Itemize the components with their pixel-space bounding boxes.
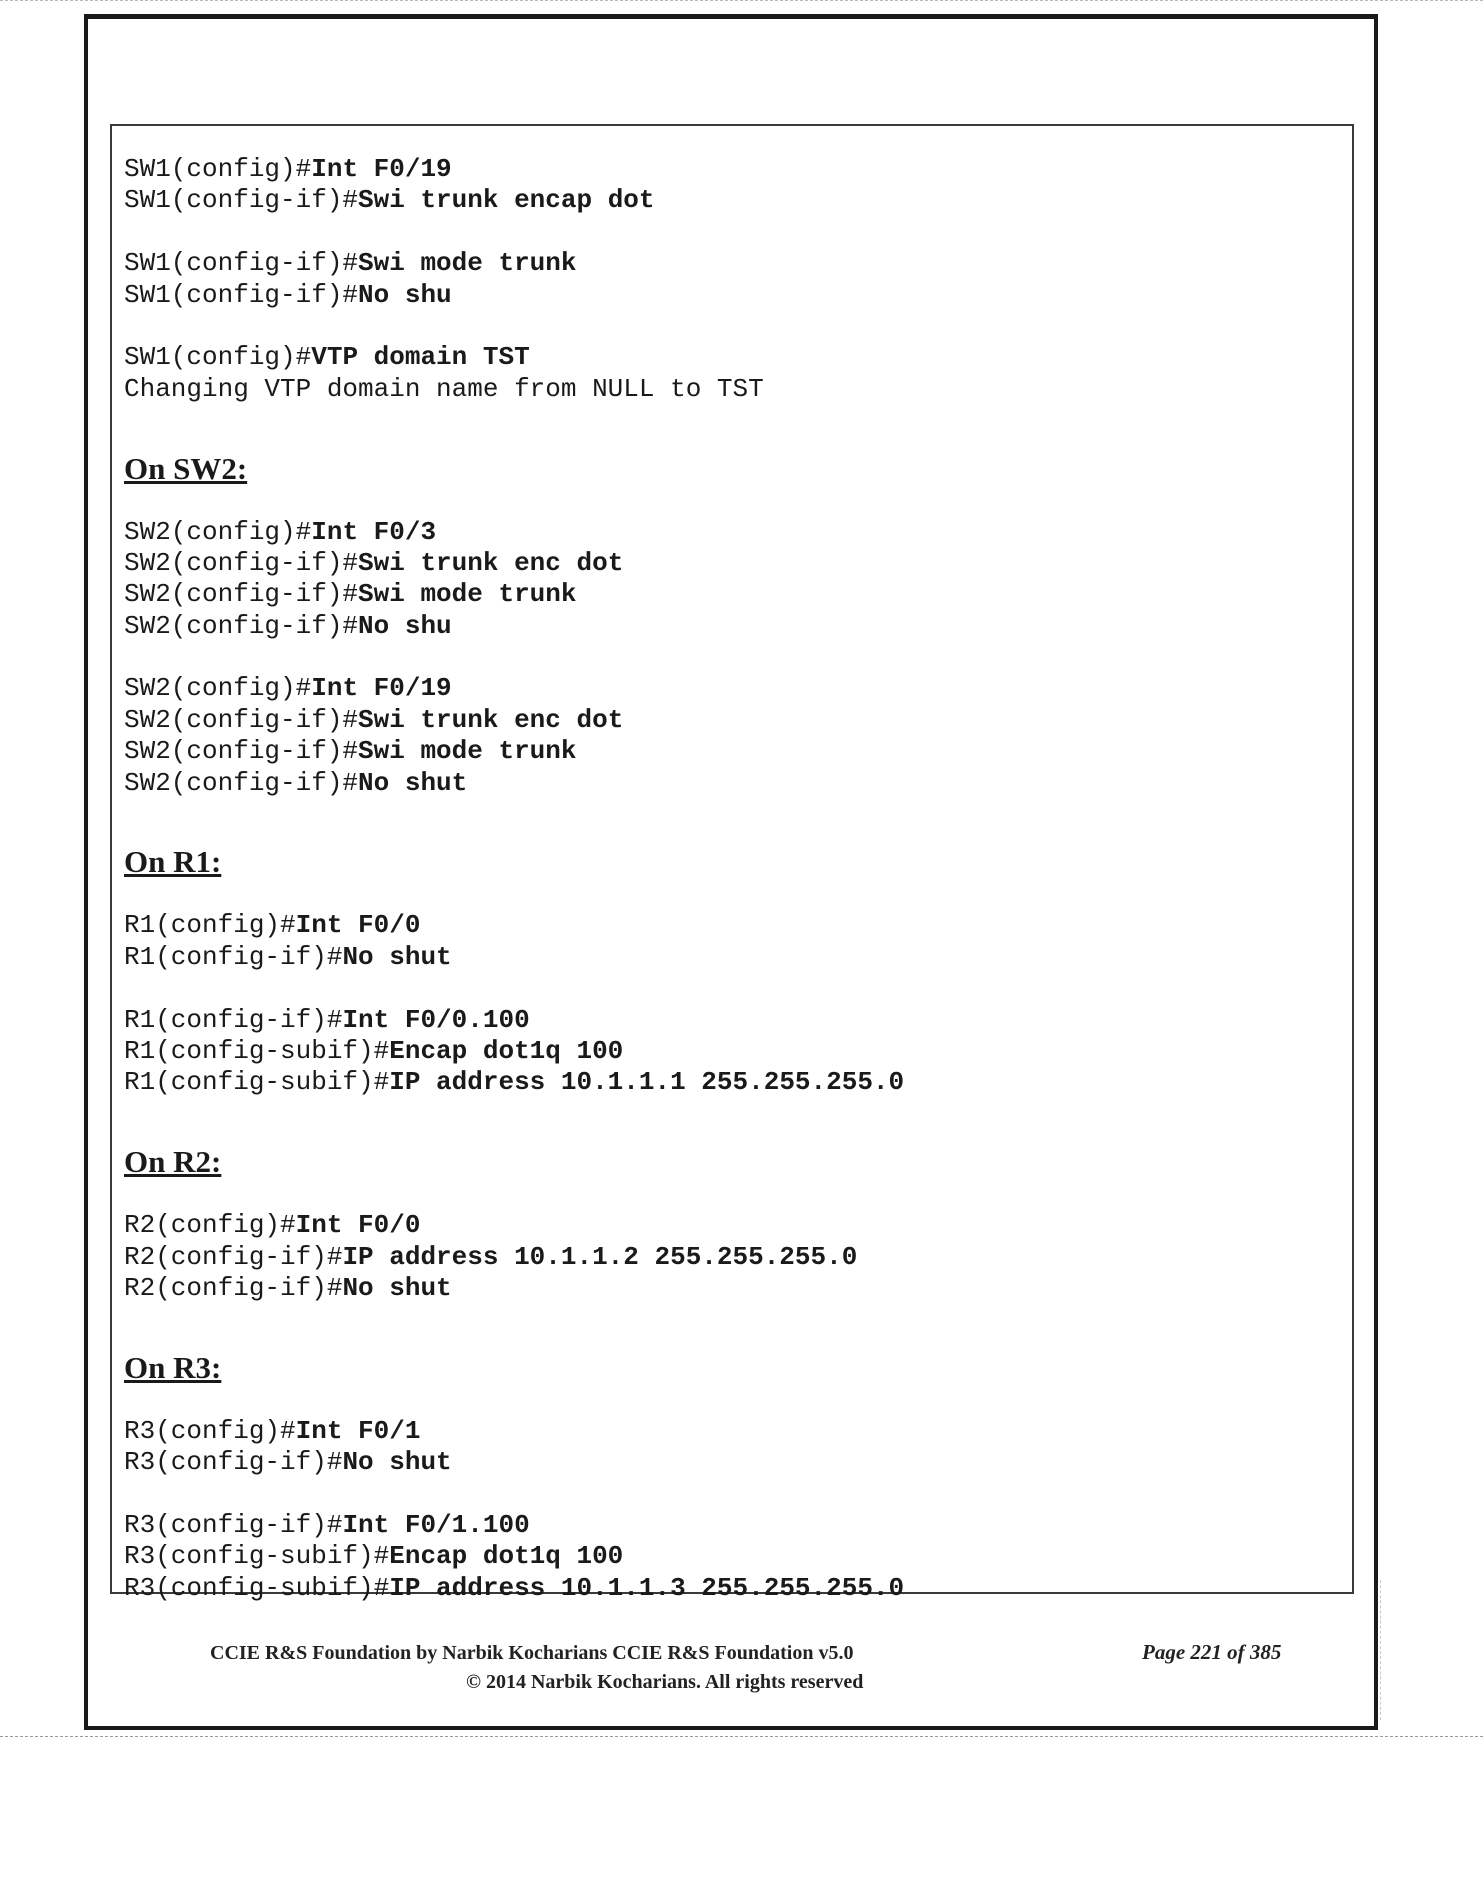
config-line: [124, 1447, 1344, 1478]
cli-command: Int F0/3: [311, 516, 437, 547]
config-line: [124, 1067, 1344, 1098]
cli-command: VTP domain TST: [311, 342, 530, 373]
blank-line: [124, 1479, 1344, 1510]
cli-prompt: R3(config)#: [124, 1415, 296, 1446]
config-line: [124, 248, 1344, 279]
scan-edge-top: [0, 0, 1483, 15]
cli-command: Swi trunk enc dot: [358, 547, 624, 578]
section-heading: On SW2:: [124, 450, 248, 486]
cli-command: Encap dot1q 100: [389, 1541, 624, 1572]
config-line: [124, 1510, 1344, 1541]
cli-command: Encap dot1q 100: [389, 1035, 624, 1066]
section-heading: On R2:: [124, 1144, 222, 1180]
section-heading: On R3:: [124, 1349, 222, 1385]
config-line: [124, 185, 1344, 216]
config-line: [124, 910, 1344, 941]
cli-command: Swi mode trunk: [358, 248, 577, 279]
config-code-content: [124, 154, 1344, 1604]
cli-command: Int F0/19: [311, 154, 452, 184]
cli-command: IP address 10.1.1.2 255.255.255.0: [342, 1241, 858, 1272]
cli-command: Swi trunk enc dot: [358, 704, 624, 735]
cli-prompt: R1(config-subif)#: [124, 1067, 390, 1098]
config-line: [124, 673, 1344, 704]
cli-command: No shut: [342, 1272, 452, 1303]
cli-prompt: R1(config-subif)#: [124, 1035, 390, 1066]
cli-prompt: SW1(config)#: [124, 342, 312, 373]
cli-command: No shut: [342, 941, 452, 972]
config-line: [124, 280, 1344, 311]
config-line: [124, 1573, 1344, 1604]
cli-prompt: SW2(config-if)#: [124, 736, 359, 767]
config-line: [124, 1242, 1344, 1273]
config-line: [124, 548, 1344, 579]
cli-command: Swi trunk encap dot: [358, 185, 655, 216]
config-line: [124, 1273, 1344, 1304]
scan-edge-bottom: [0, 1736, 1483, 1737]
config-line: [124, 1541, 1344, 1572]
config-line: [124, 342, 1344, 373]
cli-prompt: R3(config-if)#: [124, 1509, 343, 1540]
config-line: [124, 154, 1344, 185]
config-line: [124, 705, 1344, 736]
cli-prompt: R2(config-if)#: [124, 1241, 343, 1272]
config-line: [124, 1036, 1344, 1067]
blank-line: [124, 973, 1344, 1004]
cli-prompt: SW2(config)#: [124, 673, 312, 704]
blank-line: [124, 799, 1344, 830]
config-line: [124, 517, 1344, 548]
section-heading: On R1:: [124, 844, 222, 880]
scan-edge-right: [1380, 1580, 1483, 1720]
cli-command: No shut: [342, 1447, 452, 1478]
config-line: [124, 611, 1344, 642]
cli-command: IP address 10.1.1.1 255.255.255.0: [389, 1067, 905, 1098]
cli-prompt: SW2(config-if)#: [124, 547, 359, 578]
cli-command: Swi mode trunk: [358, 736, 577, 767]
blank-line: [124, 311, 1344, 342]
cli-prompt: R1(config-if)#: [124, 1004, 343, 1035]
cli-prompt: R3(config-if)#: [124, 1447, 343, 1478]
cli-prompt: R1(config)#: [124, 910, 296, 941]
footer-copyright: © 2014 Narbik Kocharians. All rights reserved: [466, 1671, 864, 1693]
config-line: [124, 736, 1344, 767]
cli-prompt: SW2(config-if)#: [124, 610, 359, 641]
blank-line: [124, 642, 1344, 673]
cli-prompt: R3(config-subif)#: [124, 1572, 390, 1603]
config-line: [124, 374, 1344, 405]
cli-prompt: Changing VTP domain name from NULL to TST: [124, 373, 764, 404]
cli-command: Int F0/0.100: [342, 1004, 530, 1035]
cli-command: Int F0/1: [295, 1415, 421, 1446]
cli-prompt: R2(config)#: [124, 1210, 296, 1241]
config-line: [124, 579, 1344, 610]
cli-prompt: SW2(config-if)#: [124, 704, 359, 735]
config-line: [124, 1416, 1344, 1447]
cli-command: No shu: [358, 279, 452, 310]
cli-prompt: SW1(config-if)#: [124, 279, 359, 310]
cli-prompt: SW2(config-if)#: [124, 767, 359, 798]
cli-command: Int F0/0: [295, 1210, 421, 1241]
page-footer: [110, 1638, 1354, 1718]
cli-prompt: R1(config-if)#: [124, 941, 343, 972]
cli-command: Int F0/0: [295, 910, 421, 941]
cli-command: Swi mode trunk: [358, 579, 577, 610]
cli-prompt: SW1(config-if)#: [124, 248, 359, 279]
cli-prompt: SW2(config-if)#: [124, 579, 359, 610]
cli-command: No shu: [358, 610, 452, 641]
config-line: [124, 1210, 1344, 1241]
blank-line: [124, 217, 1344, 248]
cli-prompt: SW1(config)#: [124, 154, 312, 184]
cli-command: No shut: [358, 767, 468, 798]
config-line: [124, 1005, 1344, 1036]
blank-line: [124, 1304, 1344, 1335]
cli-prompt: SW2(config)#: [124, 516, 312, 547]
cli-prompt: SW1(config-if)#: [124, 185, 359, 216]
cli-prompt: R3(config-subif)#: [124, 1541, 390, 1572]
config-line: [124, 942, 1344, 973]
cli-command: Int F0/19: [311, 673, 452, 704]
cli-prompt: R2(config-if)#: [124, 1272, 343, 1303]
cli-command: Int F0/1.100: [342, 1509, 530, 1540]
config-line: [124, 768, 1344, 799]
footer-book-title: CCIE R&S Foundation by Narbik Kocharians CCIE R&S Foundation v5.0: [210, 1642, 854, 1664]
blank-line: [124, 405, 1344, 436]
cli-command: IP address 10.1.1.3 255.255.255.0: [389, 1572, 905, 1603]
footer-page-number: Page 221 of 385: [1142, 1640, 1282, 1664]
blank-line: [124, 1099, 1344, 1130]
